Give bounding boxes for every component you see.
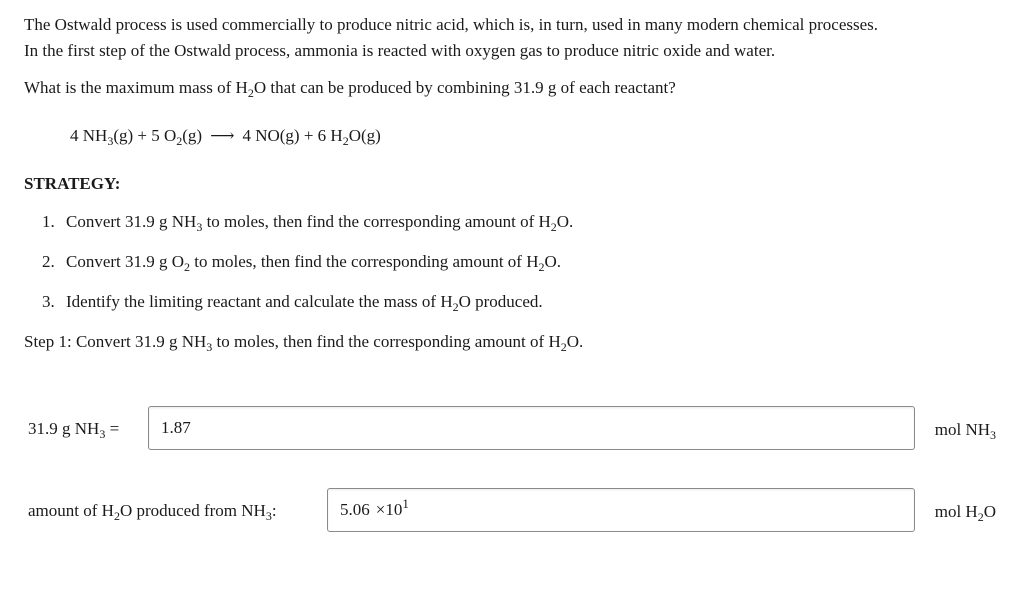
answer-unit — [935, 420, 996, 440]
strategy-item — [42, 252, 573, 292]
intro-line-2: In the first step of the Ostwald process, ammonia is reacted with oxygen gas to produce nitric oxide and water. — [24, 41, 776, 60]
label-equals: = — [105, 419, 120, 438]
strategy-item-number: 2. — [42, 252, 55, 271]
strategy-sub: 2 — [184, 260, 191, 274]
unit-text: mol H — [934, 502, 978, 521]
input-exponent: 1 — [402, 496, 409, 511]
unit-sub: 2 — [977, 510, 984, 524]
input-times: ×10 — [375, 500, 403, 519]
unit-sub: 3 — [990, 428, 996, 442]
strategy-sub: 2 — [452, 300, 459, 314]
strategy-item-number: 1. — [42, 212, 55, 231]
eq-term: 4 NO(g) + 6 H — [242, 126, 343, 145]
answer-label — [28, 501, 277, 521]
input-value: 1.87 — [161, 418, 191, 437]
label-sub: 3 — [99, 427, 106, 441]
strategy-item-number: 3. — [42, 292, 55, 311]
moles-nh3-input[interactable] — [148, 406, 915, 450]
eq-term: O(g) — [348, 126, 381, 145]
question-pre: What is the maximum mass of H — [24, 78, 248, 97]
strategy-item — [42, 212, 573, 252]
h2o-amount-input[interactable] — [327, 488, 915, 532]
label-sub: 3 — [265, 509, 272, 523]
answer-unit — [935, 502, 996, 522]
answer-row-moles-nh3 — [28, 406, 996, 452]
chemical-equation — [70, 126, 381, 146]
reaction-arrow-icon: ⟶ — [210, 126, 235, 145]
eq-sub: 2 — [342, 134, 349, 148]
label-text: O produced from NH — [119, 501, 266, 520]
question-post: O that can be produced by combining 31.9 g of each reactant? — [253, 78, 676, 97]
strategy-list — [42, 212, 573, 332]
problem-intro — [24, 12, 1009, 64]
answer-row-h2o-from-nh3 — [28, 488, 996, 534]
strategy-text: O. — [544, 252, 562, 271]
strategy-sub: 2 — [538, 260, 545, 274]
strategy-text: to moles, then find the corresponding amount of H — [190, 252, 539, 271]
step-sub: 3 — [206, 340, 213, 354]
question-text — [24, 78, 676, 98]
eq-term: (g) + 5 O — [113, 126, 177, 145]
strategy-sub: 2 — [550, 220, 557, 234]
strategy-sub: 3 — [196, 220, 203, 234]
unit-text: O — [983, 502, 996, 521]
eq-term: (g) — [182, 126, 203, 145]
strategy-text: Convert 31.9 g O — [66, 252, 185, 271]
step-text: Step 1: Convert 31.9 g NH — [24, 332, 207, 351]
strategy-text: O. — [556, 212, 574, 231]
eq-sub: 2 — [176, 134, 183, 148]
intro-line-1: The Ostwald process is used commercially to produce nitric acid, which is, in turn, used in many modern chemical processes. — [24, 15, 879, 34]
strategy-item — [42, 292, 573, 332]
label-text: amount of H — [28, 501, 114, 520]
step-text: to moles, then find the corresponding amount of H — [212, 332, 561, 351]
eq-term: 4 NH — [70, 126, 108, 145]
label-text: 31.9 g NH — [28, 419, 100, 438]
input-mantissa: 5.06 — [340, 500, 370, 519]
label-colon: : — [271, 501, 277, 520]
strategy-heading: STRATEGY: — [24, 174, 121, 193]
strategy-text: to moles, then find the corresponding amount of H — [202, 212, 551, 231]
step-sub: 2 — [560, 340, 567, 354]
step-1-heading — [24, 332, 583, 352]
question-sub: 2 — [247, 86, 254, 100]
strategy-text: O produced. — [458, 292, 543, 311]
answer-label — [28, 419, 119, 439]
strategy-text: Convert 31.9 g NH — [66, 212, 197, 231]
eq-sub: 3 — [107, 134, 114, 148]
unit-text: mol NH — [934, 420, 990, 439]
step-text: O. — [566, 332, 584, 351]
label-sub: 2 — [113, 509, 120, 523]
strategy-text: Identify the limiting reactant and calculate the mass of H — [66, 292, 453, 311]
